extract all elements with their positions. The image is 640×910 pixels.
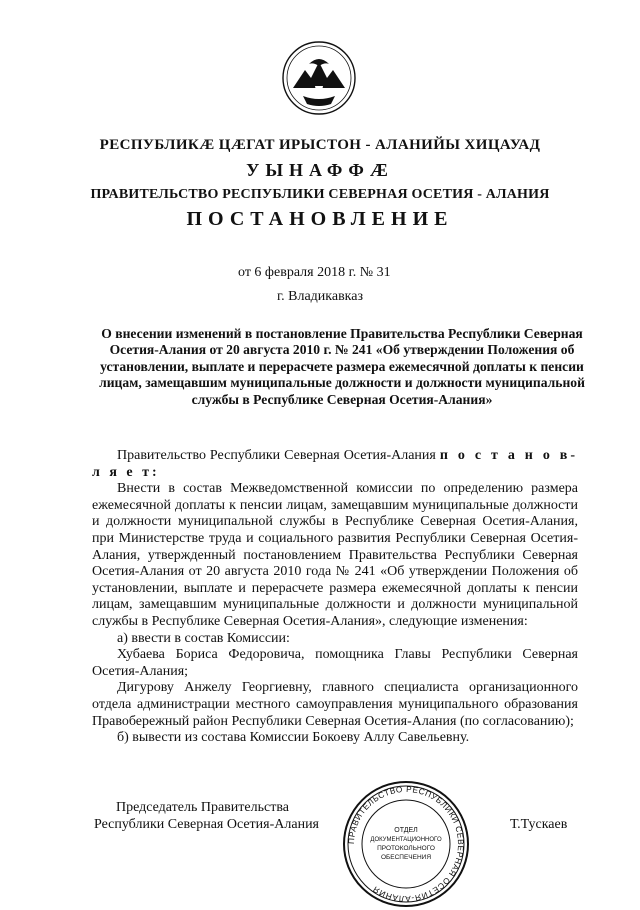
header-decree-russian: ПОСТАНОВЛЕНИЕ: [186, 208, 454, 230]
preamble-resolves: п о с т а н о в- л я е т:: [92, 448, 578, 480]
header-decree-ossetian: УЫНАФФӔ: [246, 160, 394, 180]
decree-city: г. Владикавказ: [276, 289, 364, 304]
preamble-text: Правительство Республики Северная Осетия-Алания: [117, 448, 440, 463]
body-paragraph-main: Внести в состав Межведомственной комиссии по определению размера ежемесячной доплаты к пенсии лицам, замещавшим муниципальные должности и должности муниципальной службы в Республике Северная Осетия-Алания, при Министерстве труда и социального развития Республики Северная Осетия-Алания, утвержденный постановлением Правительства Республики Северная Осетия-Алания от 20 августа 2010 года № 241 «Об утверждении Положения об установлении, выплате и перерасчете размера ежемесячной доплаты к пенсии лицам, замещавшим муниципальные должности и должности муниципальной службы в Республике Северная Осетия-Алания», следующие изменения:: [92, 481, 578, 629]
signatory-position-line1: Председатель Правительства: [116, 800, 289, 815]
signatory-name: Т.Тускаев: [510, 817, 568, 832]
decree-body: [92, 448, 578, 747]
body-member-2: Дигурову Анжелу Георгиевну, главного специалиста организационного отдела администрации местного самоуправления муниципального образования Правобережный район Республики Северная Осетия-Алания (по согласованию);: [92, 680, 578, 729]
decree-title: О внесении изменений в постановление Правительства Республики Северная Осетия-Алания от 20 августа 2010 г. № 241 «Об утверждении Положения об установлении, выплате и перерасчете размера ежемесячной доплаты к пенсии лицам, замещавшим муниципальные должности и должности муниципальной службы в Республике Северная Осетия-Алания»: [99, 326, 585, 407]
emblem-icon: [281, 40, 357, 116]
header-republic-ossetian: РЕСПУБЛИКӔ ЦӔГАТ ИРЫСТОН - АЛАНИЙЫ ХИЦАУАД: [99, 137, 541, 153]
body-item-a: а) ввести в состав Комиссии:: [117, 630, 290, 646]
official-stamp: [340, 778, 472, 910]
body-member-1: Хубаева Бориса Федоровича, помощника Главы Республики Северная Осетия-Алания;: [92, 647, 578, 679]
body-preamble: [92, 448, 578, 481]
stamp-center-line1: ОТДЕЛ: [394, 827, 418, 834]
header-government-russian: ПРАВИТЕЛЬСТВО РЕСПУБЛИКИ СЕВЕРНАЯ ОСЕТИЯ - АЛАНИЯ: [90, 187, 550, 202]
decree-date-number: от 6 февраля 2018 г. № 31: [238, 265, 391, 280]
stamp-center-line4: ОБЕСПЕЧЕНИЯ: [380, 854, 432, 861]
stamp-ring-text: ПРАВИТЕЛЬСТВО РЕСПУБЛИКИ СЕВЕРНАЯ ОСЕТИЯ-АЛАНИЯ: [346, 784, 466, 904]
stamp-center-line2: ДОКУМЕНТАЦИОННОГО: [370, 837, 442, 843]
signatory-position-line2: Республики Северная Осетия-Алания: [94, 817, 319, 832]
stamp-center-line3: ПРОТОКОЛЬНОГО: [377, 845, 435, 852]
body-item-b: б) вывести из состава Комиссии Бокоеву Аллу Савельевну.: [117, 730, 470, 746]
